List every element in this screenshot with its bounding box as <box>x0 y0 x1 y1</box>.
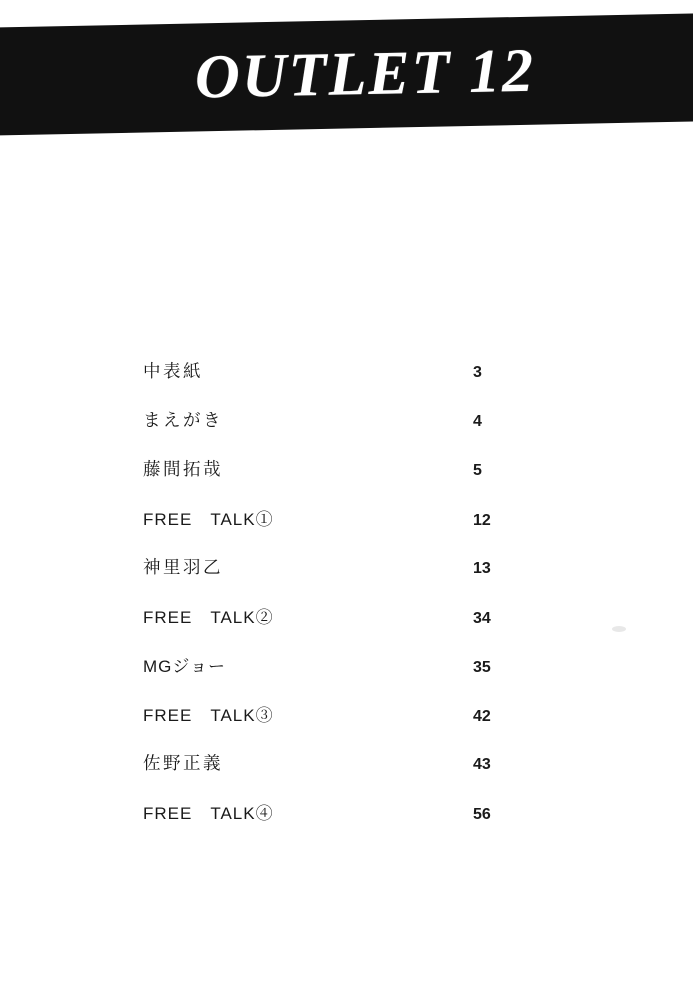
toc-entry-page: 42 <box>473 708 491 725</box>
list-item <box>143 407 543 456</box>
toc-entry-page: 43 <box>473 756 491 773</box>
toc-entry-page: 35 <box>473 659 491 676</box>
masthead-band <box>0 13 693 136</box>
toc-entry-page: 34 <box>473 610 491 627</box>
toc-entry-page: 5 <box>473 462 482 479</box>
toc-entry-title: 中表紙 <box>143 361 203 381</box>
toc-entry-title: FREE TALK④ <box>143 804 274 823</box>
toc-entry-page: 56 <box>473 806 491 823</box>
list-item <box>143 603 543 652</box>
list-item <box>143 799 543 848</box>
list-item <box>143 750 543 799</box>
toc-entry-title: FREE TALK① <box>143 510 274 529</box>
list-item <box>143 456 543 505</box>
scan-speck <box>612 626 626 632</box>
toc-entry-title: まえがき <box>143 410 223 430</box>
page-title: OUTLET 12 <box>194 36 536 111</box>
toc-entry-page: 13 <box>473 560 491 577</box>
toc-entry-title: 神里羽乙 <box>143 557 223 577</box>
list-item <box>143 701 543 750</box>
list-item <box>143 554 543 603</box>
toc-entry-title: MGジョー <box>143 657 227 676</box>
toc-entry-title: FREE TALK② <box>143 608 274 627</box>
toc-entry-title: 佐野正義 <box>143 753 223 773</box>
toc-entry-page: 12 <box>473 512 491 529</box>
table-of-contents <box>143 358 543 848</box>
toc-entry-page: 4 <box>473 413 482 430</box>
list-item <box>143 358 543 407</box>
toc-entry-title: FREE TALK③ <box>143 706 274 725</box>
list-item <box>143 505 543 554</box>
toc-entry-title: 藤間拓哉 <box>143 459 223 479</box>
list-item <box>143 652 543 701</box>
toc-entry-page: 3 <box>473 364 482 381</box>
